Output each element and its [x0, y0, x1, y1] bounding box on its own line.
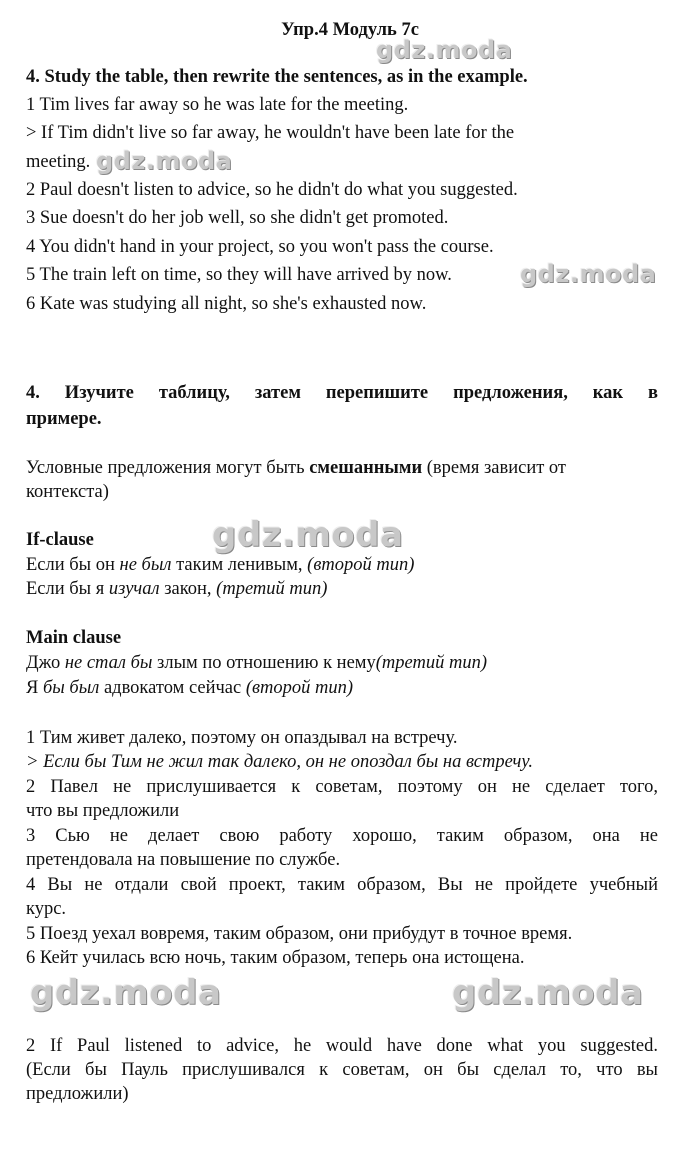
if-clause-title: If-clause: [26, 530, 94, 550]
page-title: Упр.4 Модуль 7с: [281, 20, 419, 40]
watermark: gdz.moda: [376, 36, 513, 64]
translation-4-line-2: курс.: [26, 899, 67, 919]
task-heading-en: 4. Study the table, then rewrite the sentences, as in the example.: [26, 67, 528, 87]
sentence-1: 1 Tim lives far away so he was late for the meeting.: [26, 95, 409, 115]
if-clause-line-2: Если бы я изучал закон, (третий тип): [26, 579, 328, 599]
sentence-4: 4 You didn't hand in your project, so you won't pass the course.: [26, 237, 494, 257]
example-line-1: > If Tim didn't live so far away, he wouldn't have been late for the: [26, 123, 515, 143]
translation-6: 6 Кейт училась всю ночь, таким образом, теперь она истощена.: [26, 948, 525, 968]
main-clause-line-1: Джо не стал бы злым по отношению к нему(третий тип): [26, 653, 487, 673]
answer-line-1: 2 If Paul listened to advice, he would have done what you suggested.: [26, 1036, 658, 1056]
example-line-2: meeting.: [26, 152, 91, 172]
main-clause-title: Main clause: [26, 628, 122, 648]
intro-line-1: Условные предложения могут быть смешанными (время зависит от: [26, 458, 567, 478]
main-clause-line-2: Я бы был адвокатом сейчас (второй тип): [26, 678, 354, 698]
sentence-3: 3 Sue doesn't do her job well, so she didn't get promoted.: [26, 208, 449, 228]
watermark: gdz.moda: [520, 260, 657, 288]
watermark: gdz.moda: [96, 147, 233, 175]
translation-2-line-2: что вы предложили: [26, 801, 180, 821]
watermark: gdz.moda: [30, 973, 222, 1013]
translation-1: 1 Тим живет далеко, поэтому он опаздывал на встречу.: [26, 728, 458, 748]
translation-5: 5 Поезд уехал вовремя, таким образом, они прибудут в точное время.: [26, 924, 573, 944]
if-clause-line-1: Если бы он не был таким ленивым, (второй тип): [26, 555, 415, 575]
sentence-5: 5 The train left on time, so they will have arrived by now.: [26, 265, 452, 285]
answer-line-2: (Если бы Пауль прислушивался к советам, он бы сделал то, что вы: [26, 1060, 658, 1080]
sentence-2: 2 Paul doesn't listen to advice, so he didn't do what you suggested.: [26, 180, 518, 200]
watermark: gdz.moda: [452, 973, 644, 1013]
translation-4-line-1: 4 Вы не отдали свой проект, таким образом, Вы не пройдете учебный: [26, 875, 658, 895]
answer-line-3: предложили): [26, 1084, 129, 1104]
translation-example: > Если бы Тим не жил так далеко, он не опоздал бы на встречу.: [26, 752, 534, 772]
translation-3-line-2: претендовала на повышение по службе.: [26, 850, 341, 870]
translation-2-line-1: 2 Павел не прислушивается к советам, поэтому он не сделает того,: [26, 777, 658, 797]
task-heading-ru: 4. Изучите таблицу, затем перепишите предложения, как в: [26, 383, 658, 403]
task-heading-ru-2: примере.: [26, 409, 102, 429]
sentence-6: 6 Kate was studying all night, so she's exhausted now.: [26, 294, 427, 314]
translation-3-line-1: 3 Сью не делает свою работу хорошо, таким образом, она не: [26, 826, 658, 846]
watermark: gdz.moda: [212, 515, 404, 555]
intro-line-2: контекста): [26, 482, 109, 502]
